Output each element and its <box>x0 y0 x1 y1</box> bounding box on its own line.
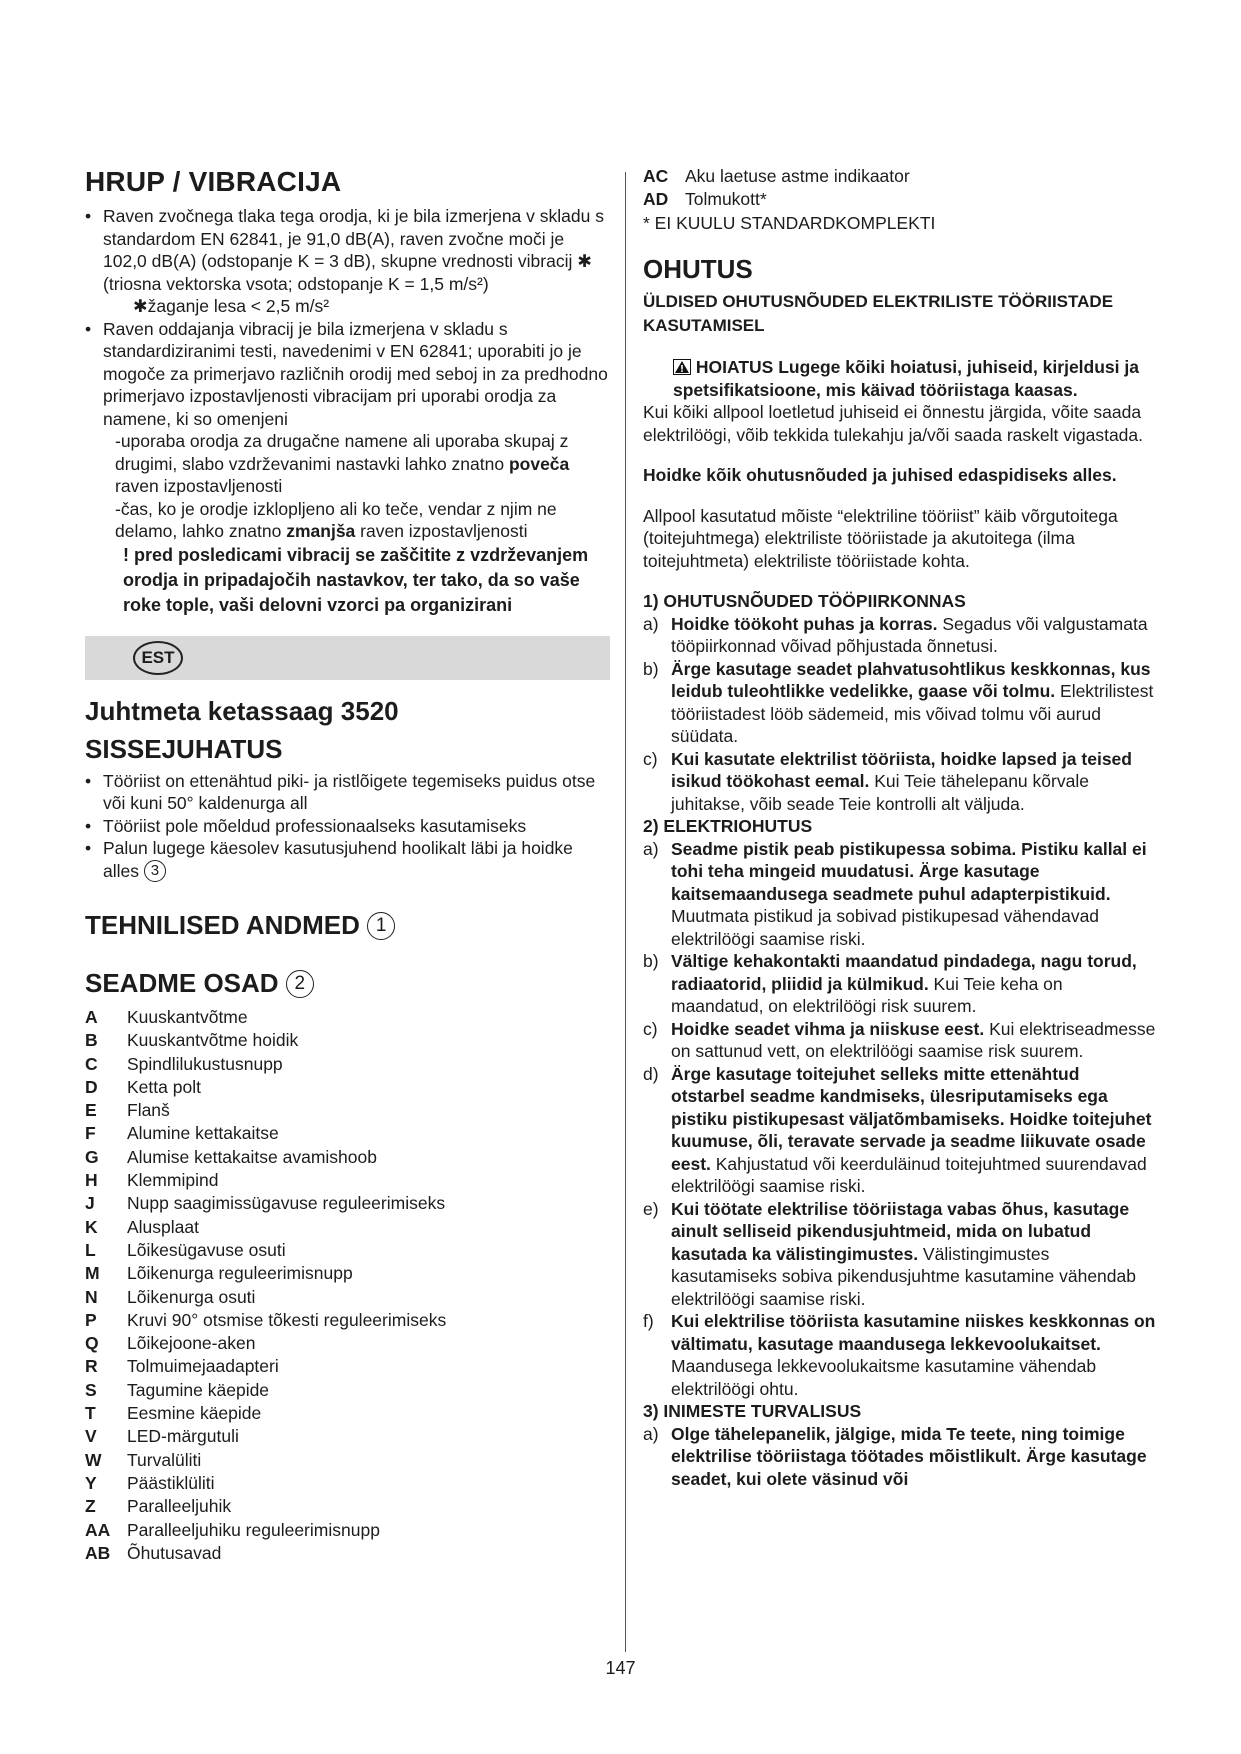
part-label: Paralleeljuhik <box>127 1496 232 1517</box>
part-letter: G <box>85 1146 99 1167</box>
part-letter: V <box>85 1426 97 1447</box>
part-item <box>85 1192 610 1215</box>
part-letter: Z <box>85 1496 96 1517</box>
safety-item-letter: a) <box>643 613 659 634</box>
parts-list-continued <box>643 165 1158 212</box>
part-letter: S <box>85 1379 97 1400</box>
part-label: Lõikesügavuse osuti <box>127 1239 286 1260</box>
safety-item <box>643 1018 1158 1063</box>
part-letter: A <box>85 1007 98 1027</box>
part-item <box>85 1076 610 1099</box>
part-item <box>85 1053 610 1076</box>
safety-item-text: Kui elektrilise tööriista kasutamine niiskes keskkonnas on vältimatu, kasutage maandusega lekkevoolukaitset. Maandusega lekkevoolukaitsme kasutamine vähendab elektrilöögi ohtu. <box>671 1311 1156 1399</box>
part-label: Päästiklüliti <box>127 1472 215 1493</box>
section-1-items <box>643 613 1158 816</box>
section-3-items <box>643 1423 1158 1491</box>
safety-item-text: Hoidke töökoht puhas ja korras. Segadus või valgustamata tööpiirkonnad võivad põhjustada õnnetusi. <box>671 613 1148 657</box>
intro-bullet-1: • Tööriist on ettenähtud piki- ja ristlõigete tegemiseks puidus otse või kuni 50° kaldenurga all <box>85 770 610 815</box>
keep-instructions: Hoidke kõik ohutusnõuded ja juhised edaspidiseks alles. <box>643 465 1117 486</box>
safety-item-text: Seadme pistik peab pistikupessa sobima. Pistiku kallal ei tohi teha mingeid muudatusi. Ärge kasutage kaitsemaandusega seadmete puhul adapterpistikuid. Muutmata pistikud ja sobivad pistikupesad vähendavad elektrilöögi saamise riski. <box>671 838 1147 949</box>
part-label: Õhutusavad <box>127 1542 222 1563</box>
part-label: Lõikejoone-aken <box>127 1333 256 1354</box>
safety-item-letter: b) <box>643 951 659 972</box>
intro-title: SISSEJUHATUS <box>85 733 283 764</box>
safety-item <box>643 1063 1158 1198</box>
part-letter: J <box>85 1193 95 1214</box>
safety-item-letter: e) <box>643 1198 659 1219</box>
part-letter: B <box>85 1030 98 1051</box>
part-item <box>85 1122 610 1145</box>
part-label: LED-märgutuli <box>127 1426 239 1447</box>
part-label: Nupp saagimissügavuse reguleerimiseks <box>127 1193 446 1214</box>
part-item <box>85 1379 610 1402</box>
part-label: Tolmuimejaadapteri <box>127 1356 279 1377</box>
ohutus-title: OHUTUS <box>643 254 753 285</box>
safety-item <box>643 1310 1158 1400</box>
part-letter: L <box>85 1239 96 1260</box>
safety-item <box>643 838 1158 951</box>
hrup-wood-value: ✱žaganje lesa < 2,5 m/s² <box>133 296 330 316</box>
hrup-bullet-2: • Raven oddajanja vibracij je bila izmerjena v skladu s standardiziranimi testi, navedenimi v EN 62841; uporabiti jo je mogoče za primerjavo različnih orodij med seboj in za predhodno primerjavo izpostavljenosti vibracijam pri uporabi orodja za namene, ki so omenjeni <box>85 318 610 431</box>
safety-item <box>643 1423 1158 1491</box>
hrup-list <box>85 205 610 430</box>
parts-title: SEADME OSAD 2 <box>85 966 610 1000</box>
section-2-title: 2) ELEKTRIOHUTUS <box>643 816 813 837</box>
section-1-title: 1) OHUTUSNÕUDED TÖÖPIIRKONNAS <box>643 591 966 612</box>
part-label: Kruvi 90° otsmise tõkesti reguleerimiseks <box>127 1309 447 1330</box>
part-letter: D <box>85 1076 98 1097</box>
part-item <box>85 1449 610 1472</box>
part-item <box>85 1169 610 1192</box>
part-label: Alumise kettakaitse avamishoob <box>127 1146 377 1167</box>
part-letter: P <box>85 1309 97 1330</box>
part-label: Lõikenurga reguleerimisnupp <box>127 1263 353 1284</box>
part-item <box>85 1425 610 1448</box>
section-3-title: 3) INIMESTE TURVALISUS <box>643 1401 862 1422</box>
part-label: Alumine kettakaitse <box>127 1123 279 1144</box>
part-item <box>85 1519 610 1542</box>
safety-item-text: Ärge kasutage toitejuhet selleks mitte ettenähtud otstarbel seadme kandmiseks, ülesriputamiseks ega pistiku pistikupesast väljatõmbamiseks. Hoidke toitejuhet kuumuse, õli, teravate servade ja seadme liikuvate osade eest. Kahjustatud või keerduläinud toitejuhtmed suurendavad elektrilöögi saamise riski. <box>671 1063 1152 1197</box>
part-item <box>85 1099 610 1122</box>
intro-bullet-2: • Tööriist pole mõeldud professionaalseks kasutamiseks <box>85 815 610 838</box>
part-item <box>85 1472 610 1495</box>
safety-item <box>643 658 1158 748</box>
part-letter: AB <box>85 1542 111 1563</box>
part-item <box>643 165 1158 188</box>
part-label: Turvalüliti <box>127 1449 202 1470</box>
part-label: Kuuskantvõtme <box>127 1007 248 1027</box>
hrup-dash-2: -čas, ko je orodje izklopljeno ali ko teče, vendar z njim ne delamo, lahko znatno zmanjša raven izpostavljenosti <box>115 498 557 541</box>
safety-item-letter: b) <box>643 658 659 679</box>
safety-item-letter: f) <box>643 1311 654 1332</box>
part-letter: R <box>85 1356 98 1377</box>
part-item <box>85 1332 610 1355</box>
column-divider <box>625 172 626 1652</box>
part-item <box>85 1029 610 1052</box>
right-column <box>643 165 1158 1490</box>
part-letter: K <box>85 1216 98 1237</box>
part-label: Alusplaat <box>127 1216 199 1237</box>
part-label: Ketta polt <box>127 1076 201 1097</box>
part-item <box>85 1309 610 1332</box>
part-item <box>85 1542 610 1565</box>
tech-title: TEHNILISED ANDMED 1 <box>85 908 610 942</box>
page-number: 147 <box>605 1658 636 1678</box>
safety-item <box>643 950 1158 1018</box>
part-label: Aku laetuse astme indikaator <box>685 166 910 186</box>
part-letter: C <box>85 1053 98 1074</box>
part-letter: H <box>85 1170 98 1191</box>
safety-item-letter: a) <box>643 838 659 859</box>
general-safety-title: ÜLDISED OHUTUSNÕUDED ELEKTRILISTE TÖÖRIISTADE KASUTAMISEL <box>643 292 1114 336</box>
not-included-note: * EI KUULU STANDARDKOMPLEKTI <box>643 212 936 233</box>
intro-list <box>85 770 610 883</box>
part-letter: AC <box>643 166 669 186</box>
safety-item-text: Kui töötate elektrilise tööriistaga vabas õhus, kasutage ainult selliseid pikendusjuhtmeid, mida on lubatud kasutada ka välistingimustes. Välistingimustes kasutamiseks sobiva pikendusjuhtme kasutamine vähendab elektrilöögi saamise riski. <box>671 1198 1136 1309</box>
part-item <box>85 1216 610 1239</box>
part-item <box>85 1239 610 1262</box>
part-label: Spindlilukustusnupp <box>127 1053 283 1074</box>
term-definition: Allpool kasutatud mõiste “elektriline tööriist” käib võrgutoitega (toitejuhtmega) elektriliste tööriistade ja akutoitega (ilma toitejuhtmeta) elektriliste tööriistade kohta. <box>643 505 1118 571</box>
safety-item <box>643 613 1158 658</box>
hrup-warning: ! pred posledicami vibracij se zaščitite z vzdrževanjem orodja in pripadajočih nastavkov, ter tako, da so vaše roke tople, vaši delovni vzorci pa organizirani <box>123 544 589 615</box>
part-item <box>85 1006 610 1029</box>
part-label: Kuuskantvõtme hoidik <box>127 1030 299 1051</box>
part-letter: F <box>85 1123 96 1144</box>
hrup-title: HRUP / VIBRACIJA <box>85 166 342 197</box>
part-item <box>85 1146 610 1169</box>
part-label: Paralleeljuhiku reguleerimisnupp <box>127 1519 380 1540</box>
hrup-dash-1: -uporaba orodja za drugačne namene ali uporaba skupaj z drugimi, slabo vzdrževanimi nastavki lahko znatno poveča raven izpostavljenosti <box>115 431 570 496</box>
left-column <box>85 165 610 1565</box>
safety-item <box>643 1198 1158 1311</box>
safety-item-text: Ärge kasutage seadet plahvatusohtlikus keskkonnas, kus leidub tuleohtlikke vedelikke, gaase või tolmu. Elektrilistest tööriistadest lööb sädemeid, mis võivad tolmu või aurud süüdata. <box>671 658 1154 747</box>
warning-icon <box>673 359 691 375</box>
parts-list <box>85 1006 610 1565</box>
safety-item-letter: d) <box>643 1063 659 1084</box>
part-item <box>85 1286 610 1309</box>
part-item <box>85 1495 610 1518</box>
part-item <box>85 1262 610 1285</box>
part-item <box>643 188 1158 211</box>
part-letter: T <box>85 1403 96 1424</box>
safety-item-text: Vältige kehakontakti maandatud pindadega, nagu torud, radiaatorid, pliidid ja külmikud. Kui Teie keha on maandatud, on elektrilöögi risk suurem. <box>671 951 1137 1017</box>
part-letter: AA <box>85 1519 111 1540</box>
figure-ref-1: 1 <box>367 912 395 940</box>
safety-item-text: Hoidke seadet vihma ja niiskuse eest. Kui elektriseadmesse on sattunud vett, on elektrilöögi saamise risk suurem. <box>671 1018 1156 1062</box>
language-badge: EST <box>133 641 183 675</box>
safety-item-letter: a) <box>643 1423 659 1444</box>
hrup-bullet-1: • Raven zvočnega tlaka tega orodja, ki je bila izmerjena v skladu s standardom EN 62841, je 91,0 dB(A), raven zvočne moči je 102,0 dB(A) (odstopanje K = 3 dB), skupne vrednosti vibracij ✱ (triosna vektorska vsota; odstopanje K = 1,5 m/s²) ✱žaganje lesa < 2,5 m/s² <box>85 205 610 318</box>
warning-text: Kui kõiki allpool loetletud juhiseid ei õnnestu järgida, võite saada elektrilöögi, võib tekkida tulekahju ja/või saada raskelt vigastada. <box>643 402 1144 445</box>
part-label: Klemmipind <box>127 1170 219 1191</box>
warning-heading: HOIATUS Lugege kõiki hoiatusi, juhiseid, kirjeldusi ja spetsifikatsioone, mis käivad tööriistaga kaasas. <box>673 357 1139 400</box>
product-title: Juhtmeta ketassaag 3520 <box>85 695 399 726</box>
part-letter: Q <box>85 1333 99 1354</box>
safety-item-text: Olge tähelepanelik, jälgige, mida Te teete, ning toimige elektrilise tööriistaga töötades mõistlikult. Ärge kasutage seadet, kui olete väsinud või <box>671 1423 1147 1489</box>
part-letter: E <box>85 1100 97 1121</box>
intro-bullet-3: • Palun lugege käesolev kasutusjuhend hoolikalt läbi ja hoidke alles 3 <box>85 837 610 882</box>
safety-item-letter: c) <box>643 1018 658 1039</box>
figure-ref-3: 3 <box>144 860 166 882</box>
part-label: Eesmine käepide <box>127 1403 262 1424</box>
part-label: Lõikenurga osuti <box>127 1286 256 1307</box>
part-item <box>85 1355 610 1378</box>
figure-ref-2: 2 <box>286 970 314 998</box>
section-2-items <box>643 838 1158 1401</box>
part-letter: W <box>85 1449 102 1470</box>
part-label: Tolmukott* <box>685 189 767 210</box>
safety-item-text: Kui kasutate elektrilist tööriista, hoidke lapsed ja teised isikud töökohast eemal. Kui Teie tähelepanu kõrvale juhitakse, võib seade Teie kontrolli alt väljuda. <box>671 748 1132 814</box>
part-letter: Y <box>85 1472 97 1493</box>
part-label: Flanš <box>127 1100 170 1121</box>
part-letter: M <box>85 1263 100 1284</box>
safety-item <box>643 748 1158 816</box>
language-banner <box>85 636 610 680</box>
part-item <box>85 1402 610 1425</box>
part-letter: AD <box>643 189 669 210</box>
safety-item-letter: c) <box>643 748 658 769</box>
part-letter: N <box>85 1286 98 1307</box>
part-label: Tagumine käepide <box>127 1379 270 1400</box>
